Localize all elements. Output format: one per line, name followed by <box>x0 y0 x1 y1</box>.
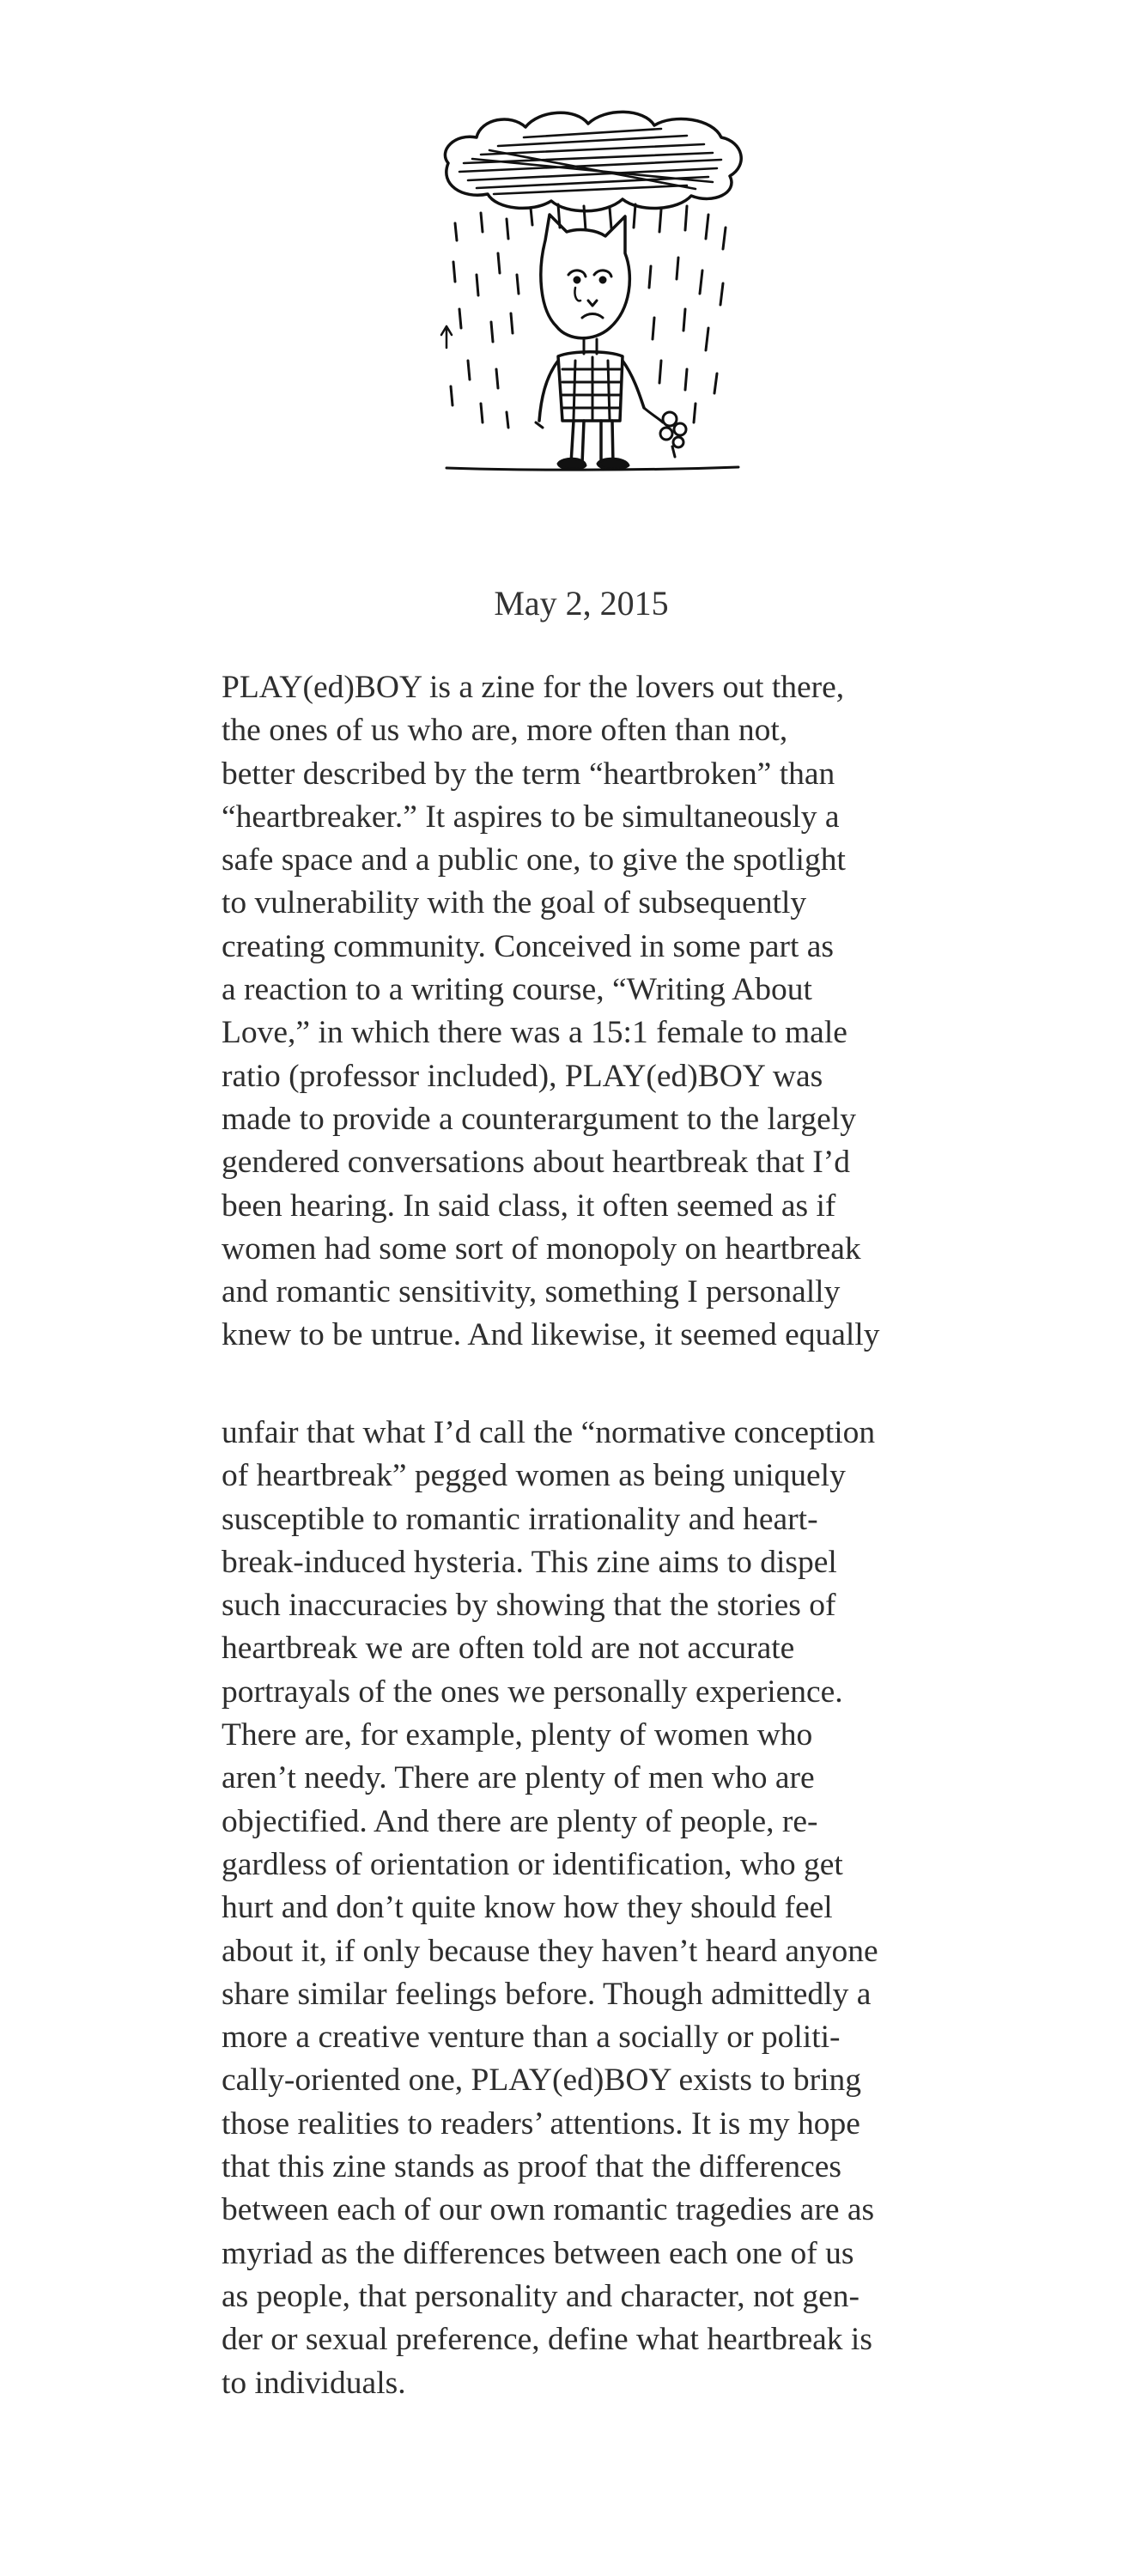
text-line: the ones of us who are, more often than not, <box>222 713 788 749</box>
text-line: a reaction to a writing course, “Writing About <box>222 972 812 1008</box>
text-line: There are, for example, plenty of women who <box>222 1717 813 1753</box>
text-line: of heartbreak” pegged women as being uniquely <box>222 1458 846 1494</box>
date: May 2, 2015 <box>494 584 669 623</box>
text-line: those realities to readers’ attentions. It is my hope <box>222 2105 860 2142</box>
text-line: aren’t needy. There are plenty of men who are <box>222 1760 815 1796</box>
text-line: “heartbreaker.” It aspires to be simultaneously a <box>222 799 840 835</box>
text-line: gendered conversations about heartbreak that I’d <box>222 1145 850 1181</box>
text-line: better described by the term “heartbroken” than <box>222 756 835 792</box>
text-line: such inaccuracies by showing that the stories of <box>222 1588 836 1624</box>
text-line: that this zine stands as proof that the differences <box>222 2149 842 2185</box>
text-line: break-induced hysteria. This zine aims to dispel <box>222 1544 837 1580</box>
text-line: about it, if only because they haven’t heard anyone <box>222 1933 878 1969</box>
rain-cloud-sad-cat-drawing-icon <box>429 103 756 532</box>
text-line: safe space and a public one, to give the spotlight <box>222 842 846 878</box>
text-line: creating community. Conceived in some part as <box>222 928 834 964</box>
text-line: women had some sort of monopoly on heartbreak <box>222 1230 861 1267</box>
text-line: susceptible to romantic irrationality and heart- <box>222 1501 818 1537</box>
text-line: myriad as the differences between each one of us <box>222 2235 854 2271</box>
text-line: to vulnerability with the goal of subsequently <box>222 885 807 921</box>
text-line: der or sexual preference, define what heartbreak is <box>222 2322 872 2358</box>
text-line: PLAY(ed)BOY is a zine for the lovers out there, <box>222 670 845 705</box>
text-line: more a creative venture than a socially or politi- <box>222 2020 841 2056</box>
text-line: ratio (professor included), PLAY(ed)BOY was <box>222 1058 823 1094</box>
text-line: gardless of orientation or identification, who get <box>222 1846 843 1882</box>
text-line: as people, that personality and character, not gen- <box>222 2278 860 2314</box>
text-line: between each of our own romantic tragedies are as <box>222 2192 875 2228</box>
text-line: objectified. And there are plenty of people, re- <box>222 1803 818 1839</box>
text-line: knew to be untrue. And likewise, it seemed equally <box>222 1317 880 1353</box>
text-line: share similar feelings before. Though admittedly a <box>222 1976 872 2012</box>
text-line: Love,” in which there was a 15:1 female to male <box>222 1015 847 1051</box>
text-line: to individuals. <box>222 2365 406 2401</box>
text-line: been hearing. In said class, it often seemed as if <box>222 1188 836 1224</box>
text-line: portrayals of the ones we personally experience. <box>222 1674 843 1710</box>
text-line: unfair that what I’d call the “normative conception <box>222 1415 876 1450</box>
text-line: cally-oriented one, PLAY(ed)BOY exists to bring <box>222 2063 862 2099</box>
text-line: heartbreak we are often told are not accurate <box>222 1631 795 1667</box>
text-line: made to provide a counterargument to the largely <box>222 1101 856 1137</box>
paragraph-first-half <box>222 666 960 1358</box>
text-line: and romantic sensitivity, something I personally <box>222 1274 841 1310</box>
paragraph-second-half <box>222 1412 960 2405</box>
text-line: hurt and don’t quite know how they should feel <box>222 1890 833 1926</box>
